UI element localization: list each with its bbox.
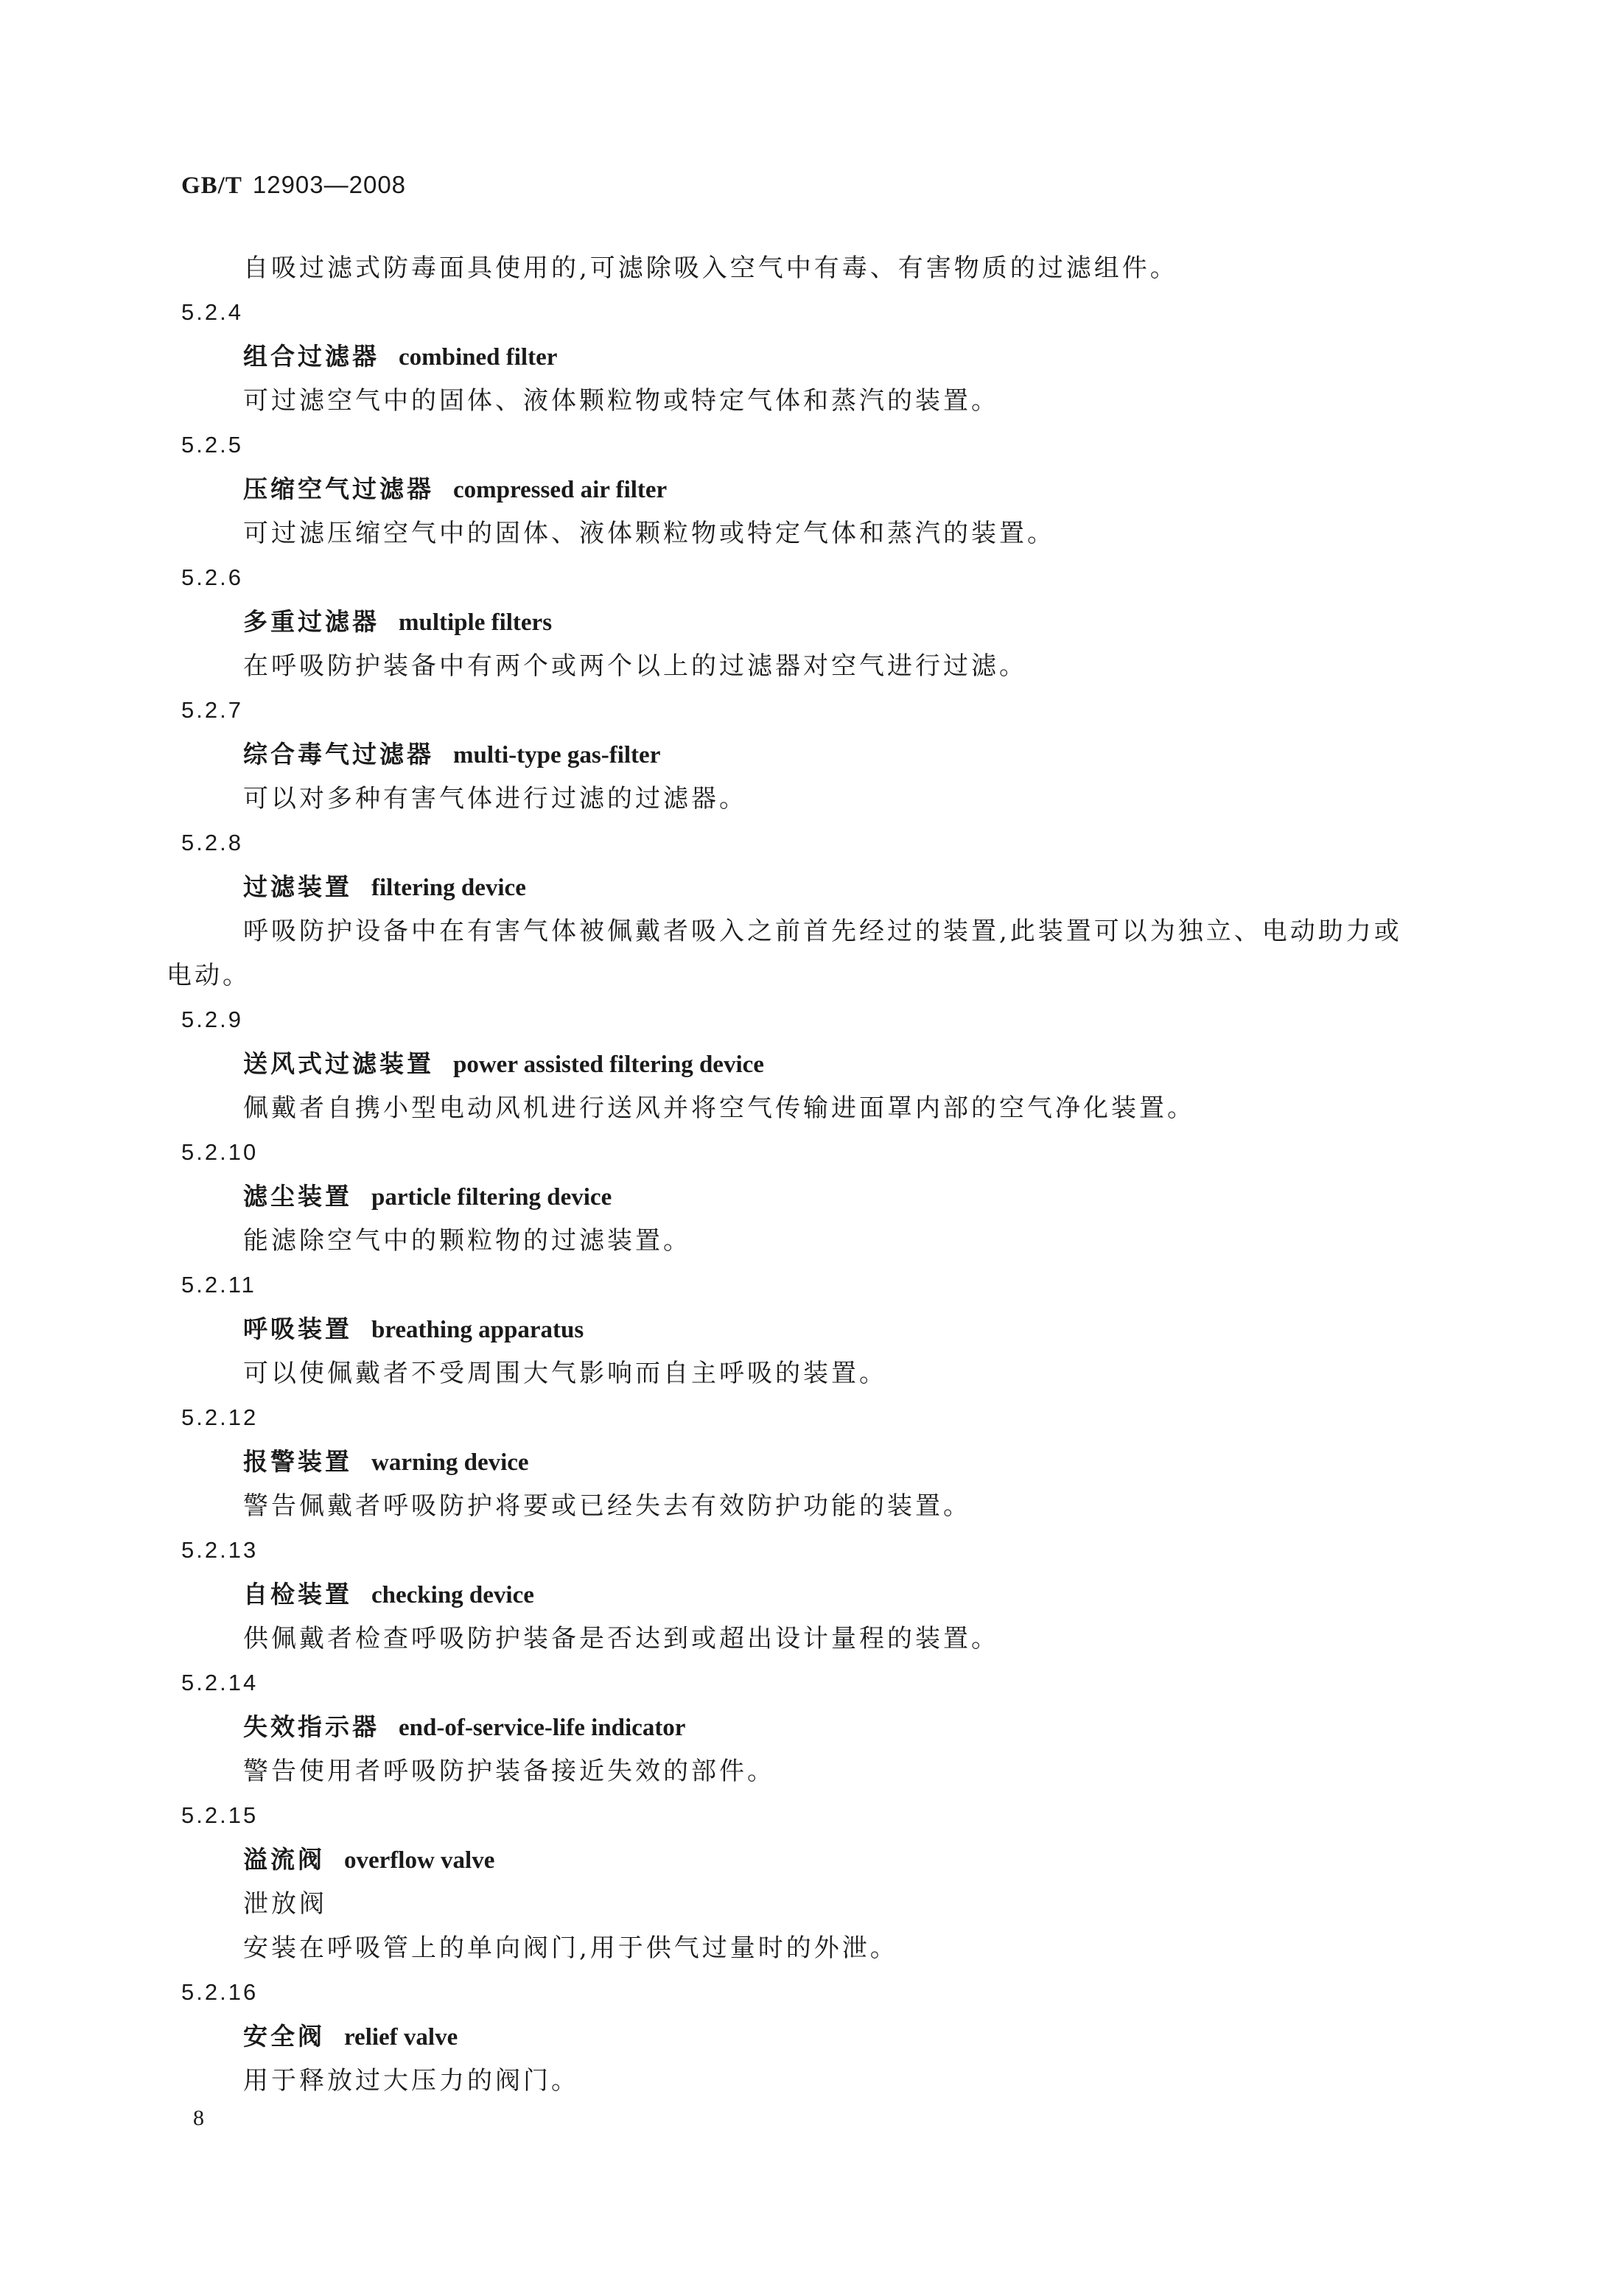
term-english: overflow valve [344,1847,495,1874]
term-english: relief valve [344,2024,458,2051]
term-chinese: 综合毒气过滤器 [243,740,434,769]
term-english: power assisted filtering device [453,1051,764,1078]
term-heading [181,1838,1493,1882]
section-number: 5.2.12 [181,1404,259,1430]
definition-text: 安装在呼吸管上的单向阀门,用于供气过量时的外泄。 [243,1933,898,1963]
term-chinese: 压缩空气过滤器 [243,475,434,503]
term-chinese: 滤尘装置 [243,1182,352,1211]
standard-prefix: GB/T [181,172,242,199]
term-chinese: 过滤装置 [243,872,352,901]
term-heading [181,865,1493,909]
section-number: 5.2.6 [181,564,243,590]
term-chinese: 报警装置 [243,1447,352,1476]
definition-continuation: 电动。 [167,961,251,990]
section-number: 5.2.4 [181,299,243,325]
term-chinese: 安全阀 [243,2022,325,2051]
definition-text: 自吸过滤式防毒面具使用的,可滤除吸入空气中有毒、有害物质的过滤组件。 [243,253,1178,283]
section-number: 5.2.16 [181,1979,259,2005]
section-number: 5.2.13 [181,1537,259,1563]
standard-number: 12903—2008 [252,171,407,198]
term-english: compressed air filter [453,477,668,503]
term-heading [181,732,1493,777]
term-heading [181,2014,1493,2059]
term-english: warning device [371,1449,529,1476]
definition-text: 供佩戴者检查呼吸防护装备是否达到或超出设计量程的装置。 [243,1624,999,1653]
term-chinese: 自检装置 [243,1580,352,1608]
term-heading [181,1440,1493,1484]
definition-text: 佩戴者自携小型电动风机进行送风并将空气传输进面罩内部的空气净化装置。 [243,1093,1195,1123]
term-heading [181,335,1493,379]
section-number: 5.2.5 [181,432,243,458]
section-number: 5.2.7 [181,697,243,723]
term-english: filtering device [371,875,526,901]
term-chinese: 多重过滤器 [243,607,379,636]
section-number: 5.2.8 [181,830,243,855]
term-english: breathing apparatus [371,1317,584,1343]
term-chinese: 溢流阀 [243,1845,325,1874]
term-heading [181,1042,1493,1086]
term-heading [181,1174,1493,1219]
term-heading [181,1705,1493,1749]
definition-text: 用于释放过大压力的阀门。 [243,2066,579,2096]
term-heading [181,600,1493,644]
section-number: 5.2.15 [181,1802,259,1828]
definition-text: 泄放阀 [243,1889,327,1919]
definition-text: 在呼吸防护装备中有两个或两个以上的过滤器对空气进行过滤。 [243,651,1027,681]
definition-text: 呼吸防护设备中在有害气体被佩戴者吸入之前首先经过的装置,此装置可以为独立、电动助力或 [243,917,1402,946]
definition-text: 可过滤空气中的固体、液体颗粒物或特定气体和蒸汽的装置。 [243,386,999,416]
section-number: 5.2.9 [181,1007,243,1032]
page-number: 8 [193,2106,204,2130]
term-english: combined filter [399,344,558,371]
definition-text: 能滤除空气中的颗粒物的过滤装置。 [243,1226,691,1256]
term-heading [181,1307,1493,1351]
term-chinese: 呼吸装置 [243,1314,352,1343]
term-heading [181,467,1493,511]
term-english: end-of-service-life indicator [399,1715,686,1741]
section-number: 5.2.14 [181,1670,259,1695]
document-body [167,246,1493,2103]
section-number: 5.2.10 [181,1139,259,1165]
term-english: checking device [371,1582,534,1608]
definition-text: 可以对多种有害气体进行过滤的过滤器。 [243,784,747,813]
definition-text: 警告使用者呼吸防护装备接近失效的部件。 [243,1757,775,1786]
term-chinese: 失效指示器 [243,1712,379,1741]
section-number: 5.2.11 [181,1272,256,1298]
term-english: multiple filters [399,609,553,636]
definition-text: 可过滤压缩空气中的固体、液体颗粒物或特定气体和蒸汽的装置。 [243,519,1055,548]
term-heading [181,1572,1493,1617]
definition-text: 可以使佩戴者不受周围大气影响而自主呼吸的装置。 [243,1359,887,1388]
term-english: particle filtering device [371,1184,612,1211]
term-chinese: 送风式过滤装置 [243,1049,434,1078]
term-english: multi-type gas-filter [453,742,661,769]
standard-header [181,171,406,200]
term-chinese: 组合过滤器 [243,342,379,371]
definition-text: 警告佩戴者呼吸防护将要或已经失去有效防护功能的装置。 [243,1491,971,1521]
